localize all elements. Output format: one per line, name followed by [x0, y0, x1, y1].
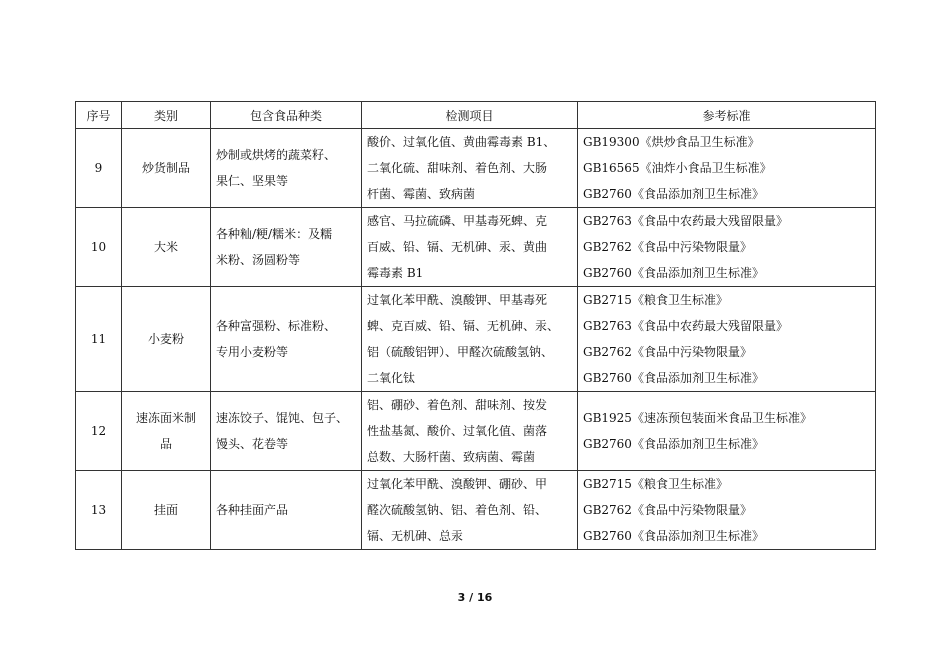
cell-standards-line: GB19300《烘炒食品卫生标准》	[583, 135, 760, 149]
cell-standards	[578, 287, 876, 392]
cell-category-line: 品	[159, 437, 172, 451]
cell-standards	[578, 208, 876, 287]
cell-standards-line: GB2715《粮食卫生标准》	[583, 477, 728, 491]
cell-foods-line: 米粉、汤圆粉等	[216, 253, 301, 267]
cell-foods	[211, 392, 362, 471]
cell-standards-line: GB2763《食品中农药最大残留限量》	[583, 319, 788, 333]
cell-items-line: 性盐基氮、酸价、过氧化值、菌落	[367, 424, 548, 438]
cell-standards-line: GB2763《食品中农药最大残留限量》	[583, 214, 788, 228]
cell-no: 12	[76, 392, 122, 471]
table-row	[76, 392, 876, 471]
cell-items-line: 二氧化硫、甜味剂、着色剂、大肠	[367, 161, 548, 175]
table-row	[76, 471, 876, 550]
standards-table	[75, 101, 876, 550]
table-row	[76, 208, 876, 287]
cell-foods-line: 各种挂面产品	[216, 503, 289, 517]
page-number	[0, 591, 950, 604]
cell-standards-line: GB2760《食品添加剂卫生标准》	[583, 266, 764, 280]
cell-items	[362, 471, 578, 550]
header-category: 类别	[122, 102, 211, 129]
cell-items	[362, 287, 578, 392]
cell-items-line: 杆菌、霉菌、致病菌	[367, 187, 476, 201]
cell-no: 10	[76, 208, 122, 287]
cell-standards-line: GB1925《速冻预包装面米食品卫生标准》	[583, 411, 812, 425]
cell-items	[362, 392, 578, 471]
page-separator: /	[469, 591, 474, 604]
table-row	[76, 129, 876, 208]
cell-standards	[578, 129, 876, 208]
cell-items-line: 感官、马拉硫磷、甲基毒死蜱、克	[367, 214, 548, 228]
cell-items-line: 蜱、克百威、铅、镉、无机砷、汞、	[367, 319, 560, 333]
cell-foods-line: 各种富强粉、标准粉、	[216, 319, 337, 333]
cell-foods-line: 各种籼/粳/糯米：及糯	[216, 227, 333, 241]
cell-items-line: 二氧化钛	[367, 371, 416, 385]
cell-standards	[578, 392, 876, 471]
header-standards: 参考标准	[578, 102, 876, 129]
cell-items	[362, 129, 578, 208]
cell-category-line: 大米	[153, 240, 178, 254]
cell-category	[122, 208, 211, 287]
cell-items-line: 总数、大肠杆菌、致病菌、霉菌	[367, 450, 536, 464]
cell-category	[122, 471, 211, 550]
table-row	[76, 287, 876, 392]
header-no: 序号	[76, 102, 122, 129]
cell-items-line: 霉毒素 B1	[367, 266, 424, 280]
header-items: 检测项目	[362, 102, 578, 129]
cell-standards-line: GB2760《食品添加剂卫生标准》	[583, 371, 764, 385]
cell-category	[122, 392, 211, 471]
cell-foods-line: 专用小麦粉等	[216, 345, 289, 359]
cell-foods-line: 速冻饺子、馄饨、包子、	[216, 411, 349, 425]
cell-category-line: 小麦粉	[147, 332, 184, 346]
cell-foods	[211, 129, 362, 208]
header-foods: 包含食品种类	[211, 102, 362, 129]
cell-category-line: 挂面	[153, 503, 178, 517]
cell-foods	[211, 208, 362, 287]
cell-standards-line: GB2762《食品中污染物限量》	[583, 240, 752, 254]
cell-items	[362, 208, 578, 287]
cell-standards-line: GB2715《粮食卫生标准》	[583, 293, 728, 307]
cell-items-line: 酸价、过氧化值、黄曲霉毒素 B1、	[367, 135, 556, 149]
cell-standards	[578, 471, 876, 550]
cell-foods	[211, 287, 362, 392]
table-header-row	[76, 102, 876, 129]
cell-standards-line: GB2760《食品添加剂卫生标准》	[583, 437, 764, 451]
cell-foods-line: 炒制或烘烤的蔬菜籽、	[216, 148, 337, 162]
cell-no: 13	[76, 471, 122, 550]
cell-items-line: 铝（硫酸铝钾）、甲醛次硫酸氢钠、	[367, 345, 554, 359]
page-current: 3	[457, 591, 466, 604]
cell-category	[122, 287, 211, 392]
cell-category-line: 速冻面米制	[135, 411, 196, 425]
cell-no: 9	[76, 129, 122, 208]
cell-foods	[211, 471, 362, 550]
page-total: 16	[477, 591, 493, 604]
cell-standards-line: GB2762《食品中污染物限量》	[583, 503, 752, 517]
cell-no: 11	[76, 287, 122, 392]
cell-items-line: 镉、无机砷、总汞	[367, 529, 464, 543]
cell-standards-line: GB16565《油炸小食品卫生标准》	[583, 161, 772, 175]
cell-items-line: 百威、铅、镉、无机砷、汞、黄曲	[367, 240, 548, 254]
cell-items-line: 铝、硼砂、着色剂、甜味剂、按发	[367, 398, 548, 412]
cell-category-line: 炒货制品	[141, 161, 190, 175]
cell-items-line: 醛次硫酸氢钠、铝、着色剂、铅、	[367, 503, 548, 517]
cell-standards-line: GB2760《食品添加剂卫生标准》	[583, 529, 764, 543]
cell-standards-line: GB2760《食品添加剂卫生标准》	[583, 187, 764, 201]
cell-category	[122, 129, 211, 208]
cell-items-line: 过氧化苯甲酰、溴酸钾、硼砂、甲	[367, 477, 548, 491]
cell-foods-line: 馒头、花卷等	[216, 437, 289, 451]
cell-foods-line: 果仁、坚果等	[216, 174, 289, 188]
cell-standards-line: GB2762《食品中污染物限量》	[583, 345, 752, 359]
cell-items-line: 过氧化苯甲酰、溴酸钾、甲基毒死	[367, 293, 548, 307]
